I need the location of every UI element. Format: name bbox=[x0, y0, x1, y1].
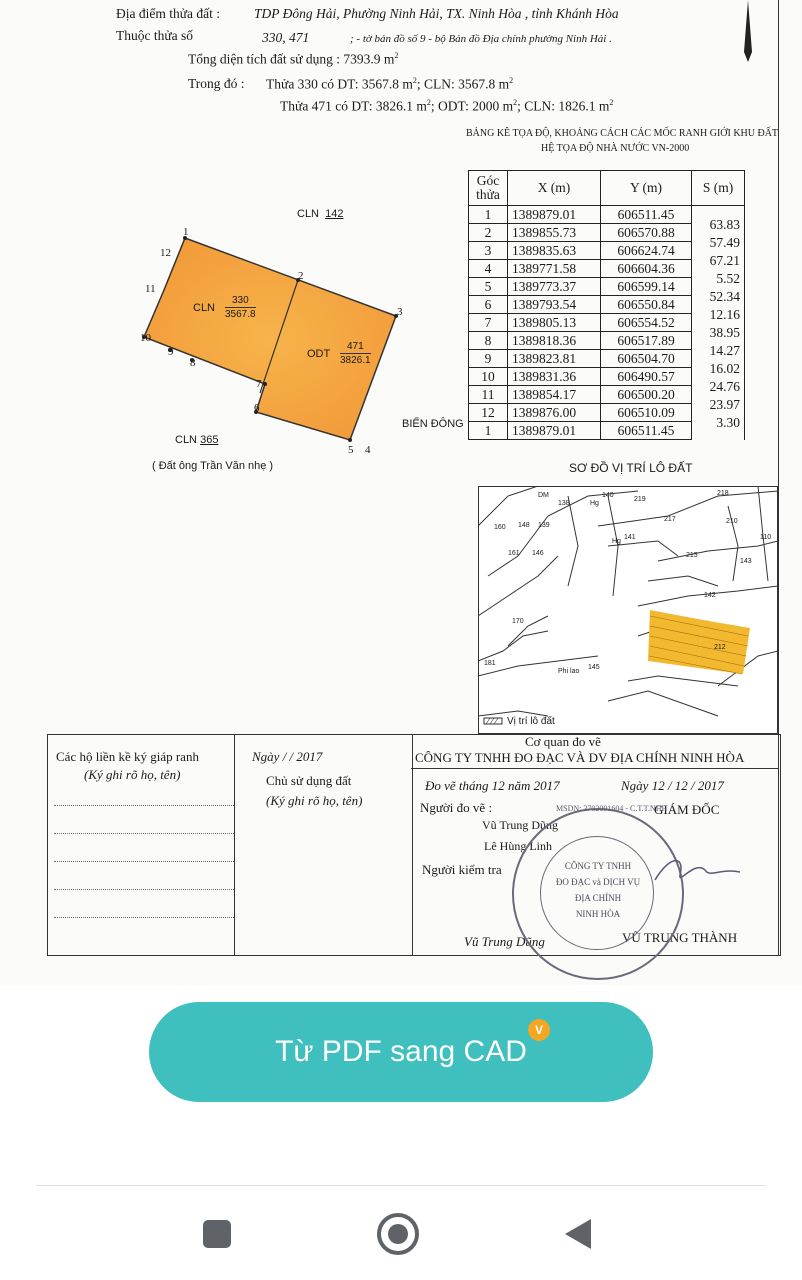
vip-badge-icon: V bbox=[528, 1019, 550, 1041]
map-label: 138 bbox=[558, 500, 570, 507]
owner-date: Ngày / / 2017 bbox=[252, 749, 323, 764]
map-label: 181 bbox=[484, 660, 496, 667]
table-header bbox=[469, 171, 745, 206]
breakdown-label: Trong đó : bbox=[188, 76, 245, 91]
map-label: Hg bbox=[590, 500, 599, 507]
signature-line bbox=[54, 833, 234, 834]
owner-sub: (Ký ghi rõ họ, tên) bbox=[266, 793, 363, 808]
corner-cell: 9 bbox=[469, 350, 508, 368]
owner-title: Chủ sử dụng đất bbox=[266, 773, 352, 788]
inspector-label: Người kiểm tra bbox=[422, 862, 502, 877]
map-label: 145 bbox=[588, 664, 600, 671]
map-label: 141 bbox=[624, 534, 636, 541]
point-4: 4 bbox=[365, 444, 371, 456]
y-cell: 606500.20 bbox=[601, 386, 692, 404]
surveyor-2: Lê Hùng Linh bbox=[484, 839, 552, 853]
x-cell: 1389818.36 bbox=[508, 332, 601, 350]
map-label: 140 bbox=[602, 492, 614, 499]
table-title-2: HỆ TỌA ĐỘ NHÀ NƯỚC VN-2000 bbox=[541, 143, 690, 154]
s-cell: 14.27 bbox=[692, 340, 745, 358]
corner-cell: 11 bbox=[469, 386, 508, 404]
corner-cell: 12 bbox=[469, 404, 508, 422]
s-cell: 23.97 bbox=[692, 394, 745, 412]
point-1: 1 bbox=[183, 226, 189, 238]
point-10: 10 bbox=[140, 332, 151, 344]
y-cell: 606599.14 bbox=[601, 278, 692, 296]
stamp-text: CÔNG TY TNHH ĐO ĐẠC và DỊCH VỤ ĐỊA CHÍNH NINH HÒA bbox=[555, 861, 641, 919]
y-cell: 606510.09 bbox=[601, 404, 692, 422]
x-cell: 1389831.36 bbox=[508, 368, 601, 386]
sea-label: BIỂN ĐÔNG bbox=[402, 418, 464, 430]
south-neighbor: CLN 365 bbox=[175, 434, 219, 446]
column-divider bbox=[234, 735, 235, 955]
point-9: 9 bbox=[168, 346, 174, 358]
parcel-value: 330, 471 bbox=[262, 30, 310, 45]
breakdown-row-2: Thửa 471 có DT: 3826.1 $m^2$; ODT: 2000 $m^2$; CLN: 1826.1 $m^2$ bbox=[280, 98, 614, 114]
agency-name: CÔNG TY TNHH ĐO ĐẠC VÀ DV ĐỊA CHÍNH NINH HÒA bbox=[415, 750, 745, 765]
x-cell: 1389793.54 bbox=[508, 296, 601, 314]
director-name: VŨ TRUNG THÀNH bbox=[622, 930, 738, 945]
map-label: Hg bbox=[612, 538, 621, 545]
map-label: DM bbox=[538, 492, 549, 499]
corner-cell: 10 bbox=[469, 368, 508, 386]
recent-apps-button[interactable] bbox=[195, 1212, 239, 1256]
breakdown-row-1: Thửa 330 có DT: 3567.8 $m^2$; CLN: 3567.8 $m^2$ bbox=[266, 76, 514, 92]
map-label: 148 bbox=[518, 522, 530, 529]
neighbors-title: Các hộ liền kề ký giáp ranh bbox=[56, 749, 199, 764]
signature-line bbox=[54, 917, 234, 918]
signature-line bbox=[54, 889, 234, 890]
s-cell: 3.30 bbox=[692, 412, 745, 430]
neighbors-sub: (Ký ghi rõ họ, tên) bbox=[84, 767, 181, 782]
map-label: 212 bbox=[714, 644, 726, 651]
map-label: 210 bbox=[726, 518, 738, 525]
point-3: 3 bbox=[397, 306, 403, 318]
s-cell: 5.52 bbox=[692, 268, 745, 286]
director-title: GIÁM ĐỐC bbox=[654, 802, 720, 817]
back-button[interactable] bbox=[556, 1212, 600, 1256]
table-title-1: BẢNG KÊ TỌA ĐỘ, KHOẢNG CÁCH CÁC MỐC RANH GIỚI KHU ĐẤT bbox=[466, 128, 779, 139]
corner-cell: 1 bbox=[469, 206, 508, 224]
stamp-ring-text: MSDN: 3702001604 - C.T.T.NHH bbox=[556, 804, 668, 813]
col-y: Y (m) bbox=[601, 171, 692, 206]
s-cell: 12.16 bbox=[692, 304, 745, 322]
map-label: 170 bbox=[512, 618, 524, 625]
s-cell: 67.21 bbox=[692, 250, 745, 268]
s-cell: 57.49 bbox=[692, 232, 745, 250]
agency-date: Ngày 12 / 12 / 2017 bbox=[621, 778, 724, 793]
x-cell: 1389876.00 bbox=[508, 404, 601, 422]
parcel-b-label: 471 3826.1 bbox=[340, 341, 371, 366]
y-cell: 606624.74 bbox=[601, 242, 692, 260]
coordinate-table bbox=[468, 170, 745, 440]
y-cell: 606511.45 bbox=[601, 206, 692, 224]
x-cell: 1389773.37 bbox=[508, 278, 601, 296]
map-label: 219 bbox=[634, 496, 646, 503]
col-s: S (m) bbox=[692, 171, 745, 206]
square-icon bbox=[201, 1218, 233, 1250]
map-label: 161 bbox=[508, 550, 520, 557]
corner-cell: 7 bbox=[469, 314, 508, 332]
x-cell: 1389771.58 bbox=[508, 260, 601, 278]
table-row bbox=[469, 206, 745, 224]
north-arrow-icon bbox=[738, 0, 758, 70]
location-map-labels bbox=[480, 488, 778, 733]
corner-cell: 8 bbox=[469, 332, 508, 350]
parcel-plot bbox=[120, 200, 470, 480]
map-label: 218 bbox=[717, 490, 729, 497]
x-cell: 1389855.73 bbox=[508, 224, 601, 242]
map-label: 143 bbox=[740, 558, 752, 565]
x-cell: 1389835.63 bbox=[508, 242, 601, 260]
location-map-legend: Vị trí lô đất bbox=[507, 716, 555, 727]
measured-date: Đo vẽ tháng 12 năm 2017 bbox=[425, 778, 560, 793]
map-label: 215 bbox=[686, 552, 698, 559]
parcel-b-type: ODT bbox=[307, 348, 331, 360]
home-icon bbox=[376, 1212, 420, 1256]
y-cell: 606490.57 bbox=[601, 368, 692, 386]
x-cell: 1389879.01 bbox=[508, 206, 601, 224]
x-cell: 1389823.81 bbox=[508, 350, 601, 368]
total-area: Tổng diện tích đất sử dụng : 7393.9 $m^2$ bbox=[188, 51, 399, 67]
director-signature bbox=[650, 850, 750, 890]
map-label: 217 bbox=[664, 516, 676, 523]
parcel-a-label: 330 3567.8 bbox=[225, 295, 256, 320]
s-cell: 24.76 bbox=[692, 376, 745, 394]
point-2: 2 bbox=[298, 270, 304, 282]
map-label: 142 bbox=[704, 592, 716, 599]
surveyor-label: Người đo vẽ : bbox=[420, 800, 493, 815]
map-label: 110 bbox=[760, 534, 772, 541]
north-neighbor: CLN 142 bbox=[297, 208, 344, 220]
parcel-map: ; - tờ bản đồ số 9 - bộ Bản đồ Địa chính phường Ninh Hải . bbox=[350, 33, 612, 45]
point-7: 7 bbox=[256, 378, 262, 390]
x-cell: 1389879.01 bbox=[508, 422, 601, 440]
agency-divider bbox=[411, 768, 779, 769]
col-corner: Góc thửa bbox=[469, 171, 508, 206]
parcel-label: Thuộc thửa số bbox=[116, 28, 194, 43]
point-6: 6 bbox=[254, 402, 260, 414]
location-map-title: SƠ ĐỒ VỊ TRÍ LÔ ĐẤT bbox=[569, 461, 693, 475]
nav-divider bbox=[36, 1185, 766, 1186]
corner-cell: 4 bbox=[469, 260, 508, 278]
col-x: X (m) bbox=[508, 171, 601, 206]
signature-line bbox=[54, 861, 234, 862]
s-cell: 63.83 bbox=[692, 214, 745, 232]
point-5: 5 bbox=[348, 444, 354, 456]
map-label: 146 bbox=[532, 550, 544, 557]
pdf-to-cad-button[interactable]: Từ PDF sang CAD bbox=[149, 1002, 653, 1102]
map-label: 160 bbox=[494, 524, 506, 531]
home-button[interactable] bbox=[376, 1212, 420, 1256]
y-cell: 606511.45 bbox=[601, 422, 692, 440]
corner-cell: 1 bbox=[469, 422, 508, 440]
agency-label: Cơ quan đo vẽ bbox=[525, 734, 601, 749]
y-cell: 606570.88 bbox=[601, 224, 692, 242]
s-cell: 52.34 bbox=[692, 286, 745, 304]
s-cell: 16.02 bbox=[692, 358, 745, 376]
back-icon bbox=[561, 1217, 595, 1251]
corner-cell: 3 bbox=[469, 242, 508, 260]
s-cell bbox=[692, 430, 745, 448]
y-cell: 606604.36 bbox=[601, 260, 692, 278]
map-label: 139 bbox=[538, 522, 550, 529]
corner-cell: 2 bbox=[469, 224, 508, 242]
owner-note: ( Đất ông Trần Văn nhẹ ) bbox=[152, 460, 274, 472]
point-12: 12 bbox=[160, 247, 171, 259]
map-label: Phi lao bbox=[558, 668, 580, 675]
location-label: Địa điểm thửa đất : bbox=[116, 6, 221, 21]
y-cell: 606554.52 bbox=[601, 314, 692, 332]
y-cell: 606517.89 bbox=[601, 332, 692, 350]
surveyor-1: Vũ Trung Dũng bbox=[482, 818, 559, 832]
y-cell: 606550.84 bbox=[601, 296, 692, 314]
parcel-a-type: CLN bbox=[193, 302, 216, 314]
signature-line bbox=[54, 805, 234, 806]
corner-cell: 5 bbox=[469, 278, 508, 296]
x-cell: 1389854.17 bbox=[508, 386, 601, 404]
y-cell: 606504.70 bbox=[601, 350, 692, 368]
location-value: TDP Đông Hải, Phường Ninh Hải, TX. Ninh Hòa , tỉnh Khánh Hòa bbox=[254, 6, 619, 21]
x-cell: 1389805.13 bbox=[508, 314, 601, 332]
point-8: 8 bbox=[190, 357, 196, 369]
s-cell: 38.95 bbox=[692, 322, 745, 340]
point-11: 11 bbox=[145, 283, 156, 295]
corner-cell: 6 bbox=[469, 296, 508, 314]
inspector-name: Vũ Trung Dũng bbox=[464, 934, 545, 949]
